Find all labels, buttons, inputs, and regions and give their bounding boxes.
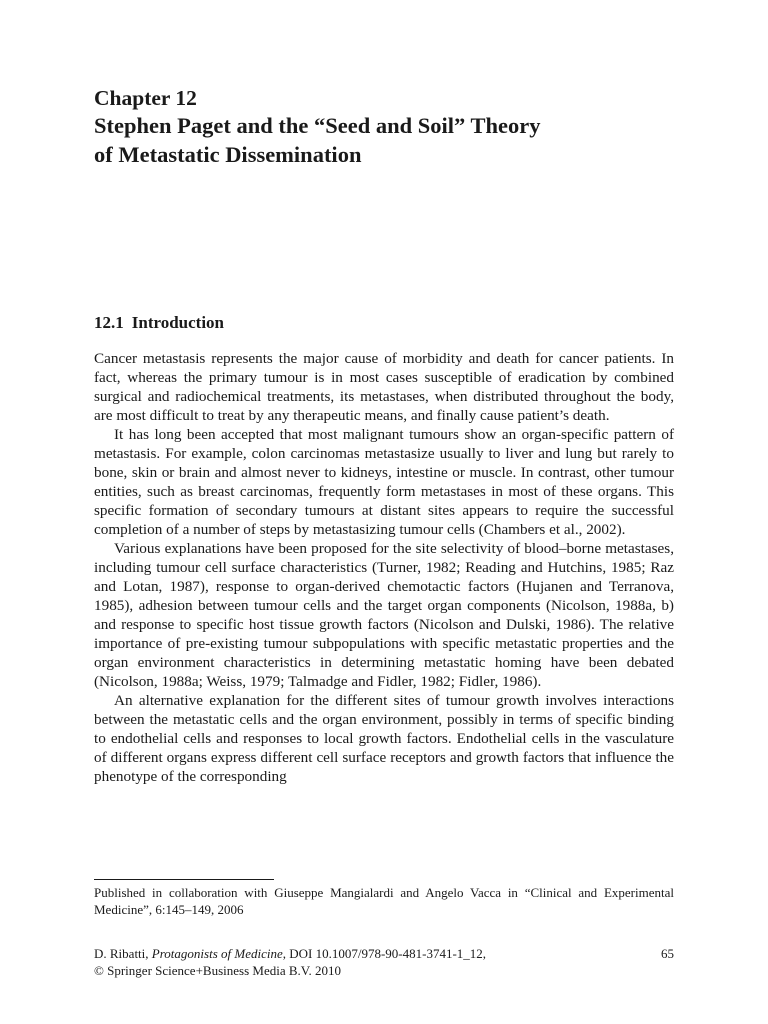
paragraph: Various explanations have been proposed for the site selectivity of blood–borne metastases, including tumour cell surface characteristics (Turner, 1982; Reading and Hutchins, 1985; Raz and Lotan, 1987), response to organ-derived chemotactic factors (Hujanen and Terranova, 1985), adhesion between tumour cells and the target organ components (Nicolson, 1988a, b) and response to specific host tissue growth factors (Nicolson and Dulski, 1986). The relative importance of pre-existing tumour subpopulations with specific metastatic properties and the organ environment characteristics in determining metastatic homing have been debated (Nicolson, 1988a; Weiss, 1979; Talmadge and Fidler, 1982; Fidler, 1986). (94, 540, 674, 690)
paragraph: An alternative explanation for the different sites of tumour growth involves interactions between the metastatic cells and the organ environment, possibly in terms of specific binding to endothelial cells and responses to local growth factors. Endothelial cells in the vasculature of different organs express different cell surface receptors and growth factors that influence the phenotype of the corresponding (94, 692, 674, 785)
section-number: 12.1 (94, 313, 124, 332)
copyright-line: © Springer Science+Business Media B.V. 2010 (94, 963, 341, 978)
citation-line (94, 945, 674, 962)
footnote-divider (94, 879, 274, 880)
footnote: Published in collaboration with Giuseppe Mangialardi and Angelo Vacca in “Clinical and Experimental Medicine”, 6:145–149, 2006 (94, 885, 674, 917)
paragraph: It has long been accepted that most malignant tumours show an organ-specific pattern of metastasis. For example, colon carcinomas metastasize usually to liver and lung but rarely to bone, skin or brain and almost never to kidneys, intestine or muscle. In contrast, other tumour entities, such as breast carcinomas, frequently form metastases in most of these organs. This specific formation of secondary tumours at distant sites appears to require the successful completion of a number of steps by metastasizing tumour cells (Chambers et al., 2002). (94, 426, 674, 538)
chapter-title-line-1: Stephen Paget and the “Seed and Soil” Theory (94, 113, 541, 138)
body-text (94, 349, 674, 786)
citation-doi: , DOI 10.1007/978-90-481-3741-1_12, (282, 946, 487, 961)
chapter-title-line-2: of Metastatic Dissemination (94, 142, 362, 167)
chapter-title (94, 111, 674, 169)
chapter-label: Chapter 12 (94, 86, 197, 110)
citation-author: D. Ribatti, (94, 946, 152, 961)
book-title: Protagonists of Medicine (151, 946, 283, 961)
book-page (94, 0, 674, 1024)
section-title: Introduction (131, 313, 225, 332)
section-heading (94, 311, 224, 335)
page-footer (94, 945, 674, 979)
page-number: 65 (661, 946, 674, 961)
paragraph: Cancer metastasis represents the major cause of morbidity and death for cancer patients. In fact, whereas the primary tumour is in most cases susceptible of eradication by combined surgical and radiochemical treatments, its metastases, when distributed throughout the body, are most difficult to treat by any therapeutic means, and finally cause patient’s death. (94, 350, 674, 424)
